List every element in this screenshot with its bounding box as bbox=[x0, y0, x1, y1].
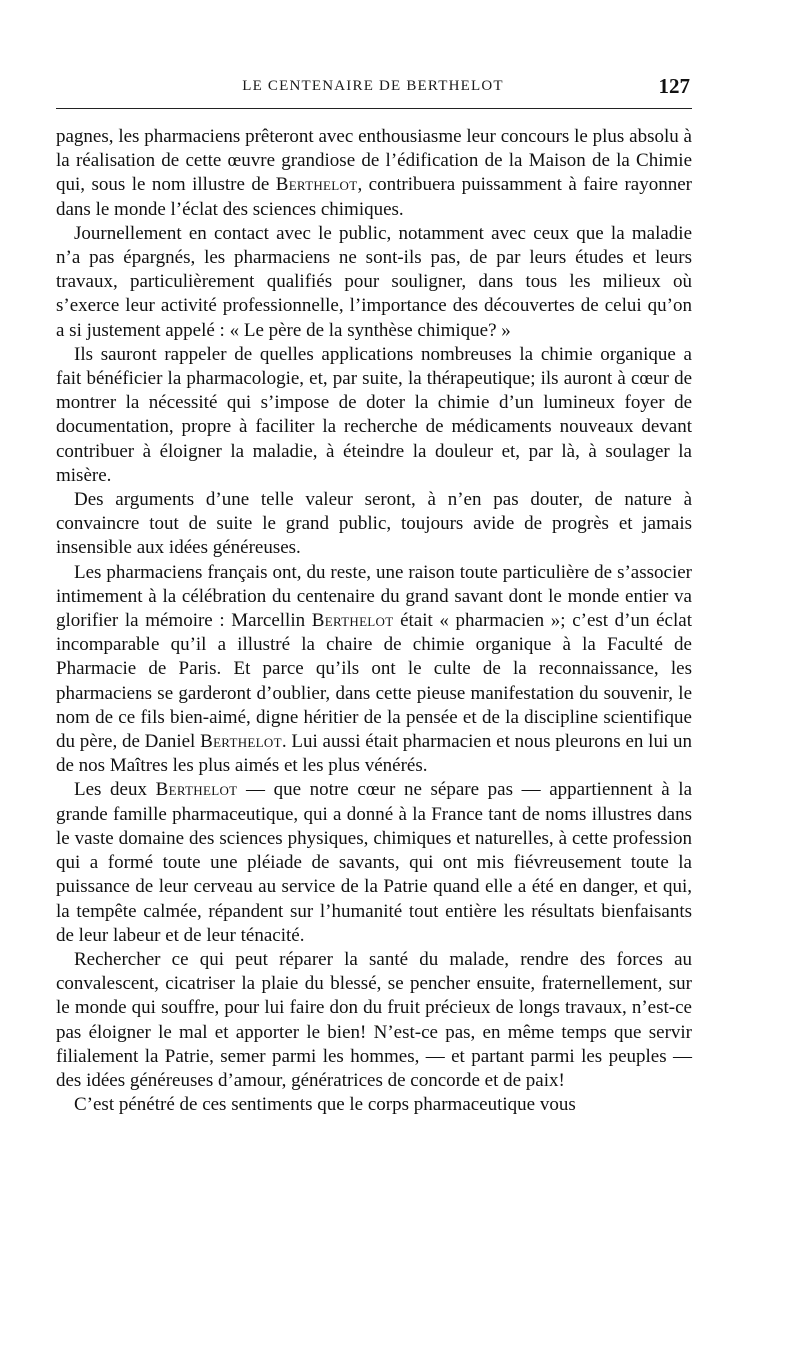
text-segment: C’est pénétré de ces sentiments que le corps pharmaceutique vous bbox=[74, 1094, 576, 1116]
body-text bbox=[56, 125, 692, 1117]
text-segment: , contribuera puissamment à faire rayonner dans le monde l’éclat des sciences chimiques. bbox=[56, 174, 692, 220]
author-name: Berthelot bbox=[275, 174, 358, 196]
text-segment: Les pharmaciens français ont, du reste, une raison toute particulière de s’associer intimement à la célébration du centenaire du grand savant dont le monde entier va glorifier la mémoire : Marcellin bbox=[56, 561, 692, 632]
author-name: Berthelot bbox=[311, 610, 394, 632]
text-segment: — que notre cœur ne sépare pas — appartiennent à la grande famille pharmaceutique, qui a donné à la France tant de noms illustres dans le vaste domaine des sciences physiques, chimiques et naturelles, à cette profession qui a formé toute une pléiade de savants, qui ont mis fiévreusement toute la puissance de leur cerveau au service de la Patrie quand elle a été en danger, et qui, la tempête calmée, répandent sur l’humanité tout entière les résultats bienfaisants de leur labeur et de leur ténacité. bbox=[56, 779, 692, 946]
text-segment: Journellement en contact avec le public, notamment avec ceux que la maladie n’a pas épargnés, les pharmaciens ne sont-ils pas, de par leurs études et leurs travaux, particulièrement qualifiés pour souligner, dans tous les milieux où s’exerce leur activité professionnelle, l’importance des découvertes de celui qu’on a si justement appelé : « Le père de la synthèse chimique? » bbox=[56, 222, 692, 341]
author-name: Berthelot bbox=[155, 779, 238, 801]
text-segment: Ils sauront rappeler de quelles applications nombreuses la chimie organique a fait bénéficier la pharmacologie, et, par suite, la thérapeutique; ils auront à cœur de montrer la nécessité qui s’impose de doter la chimie d’un lumineux foyer de documentation, propre à faciliter la recherche de médicaments nouveaux devant contribuer à éloigner la maladie, à éteindre la douleur et, par là, à soulager la misère. bbox=[56, 343, 692, 486]
text-segment: pagnes, les pharmaciens prêteront avec enthousiasme leur concours le plus absolu à la réalisation de cette œuvre grandiose de l’édification de la Maison de la Chimie qui, sous le nom illustre de bbox=[56, 126, 692, 196]
text-segment: Les deux bbox=[74, 779, 156, 801]
page-header bbox=[56, 74, 690, 100]
running-title: LE CENTENAIRE DE BERTHELOT bbox=[242, 78, 504, 94]
text-segment: . Lui aussi était pharmacien et nous pleurons en lui un de nos Maîtres les plus aimés et les plus vénérés. bbox=[56, 731, 692, 777]
paragraph bbox=[56, 1093, 692, 1117]
paragraph bbox=[56, 948, 692, 1093]
author-name: Berthelot bbox=[200, 731, 282, 753]
page-number: 127 bbox=[658, 74, 690, 98]
text-segment: était « pharmacien »; c’est d’un éclat incomparable qu’il a illustré la chaire de chimie organique à la Faculté de Pharmacie de Paris. Et parce qu’ils ont le culte de la reconnaissance, les pharmaciens se garderont d’oublier, dans cette pieuse manifestation du souvenir, le nom de ce fils bien-aimé, digne héritier de la pensée et de la discipline scientifique du père, de Daniel bbox=[56, 610, 692, 753]
text-segment: Des arguments d’une telle valeur seront, à n’en pas douter, de nature à convaincre tout de suite le grand public, toujours avide de progrès et jamais insensible aux idées généreuses. bbox=[56, 489, 692, 559]
header-rule bbox=[56, 108, 692, 109]
paragraph bbox=[56, 488, 692, 561]
paragraph bbox=[56, 343, 692, 488]
paragraph bbox=[56, 778, 692, 947]
paragraph bbox=[56, 125, 692, 222]
text-segment: Rechercher ce qui peut réparer la santé du malade, rendre des forces au convalescent, cicatriser la plaie du blessé, se pencher ensuite, fraternellement, sur le monde qui souffre, pour lui faire don du fruit précieux de longs travaux, n’est-ce pas éloigner le mal et apporter le bien! N’est-ce pas, en même temps que servir filialement la Patrie, semer parmi les hommes, — et partant parmi les peuples — des idées généreuses d’amour, génératrices de concorde et de paix! bbox=[56, 948, 692, 1091]
paragraph bbox=[56, 561, 692, 779]
paragraph bbox=[56, 222, 692, 343]
